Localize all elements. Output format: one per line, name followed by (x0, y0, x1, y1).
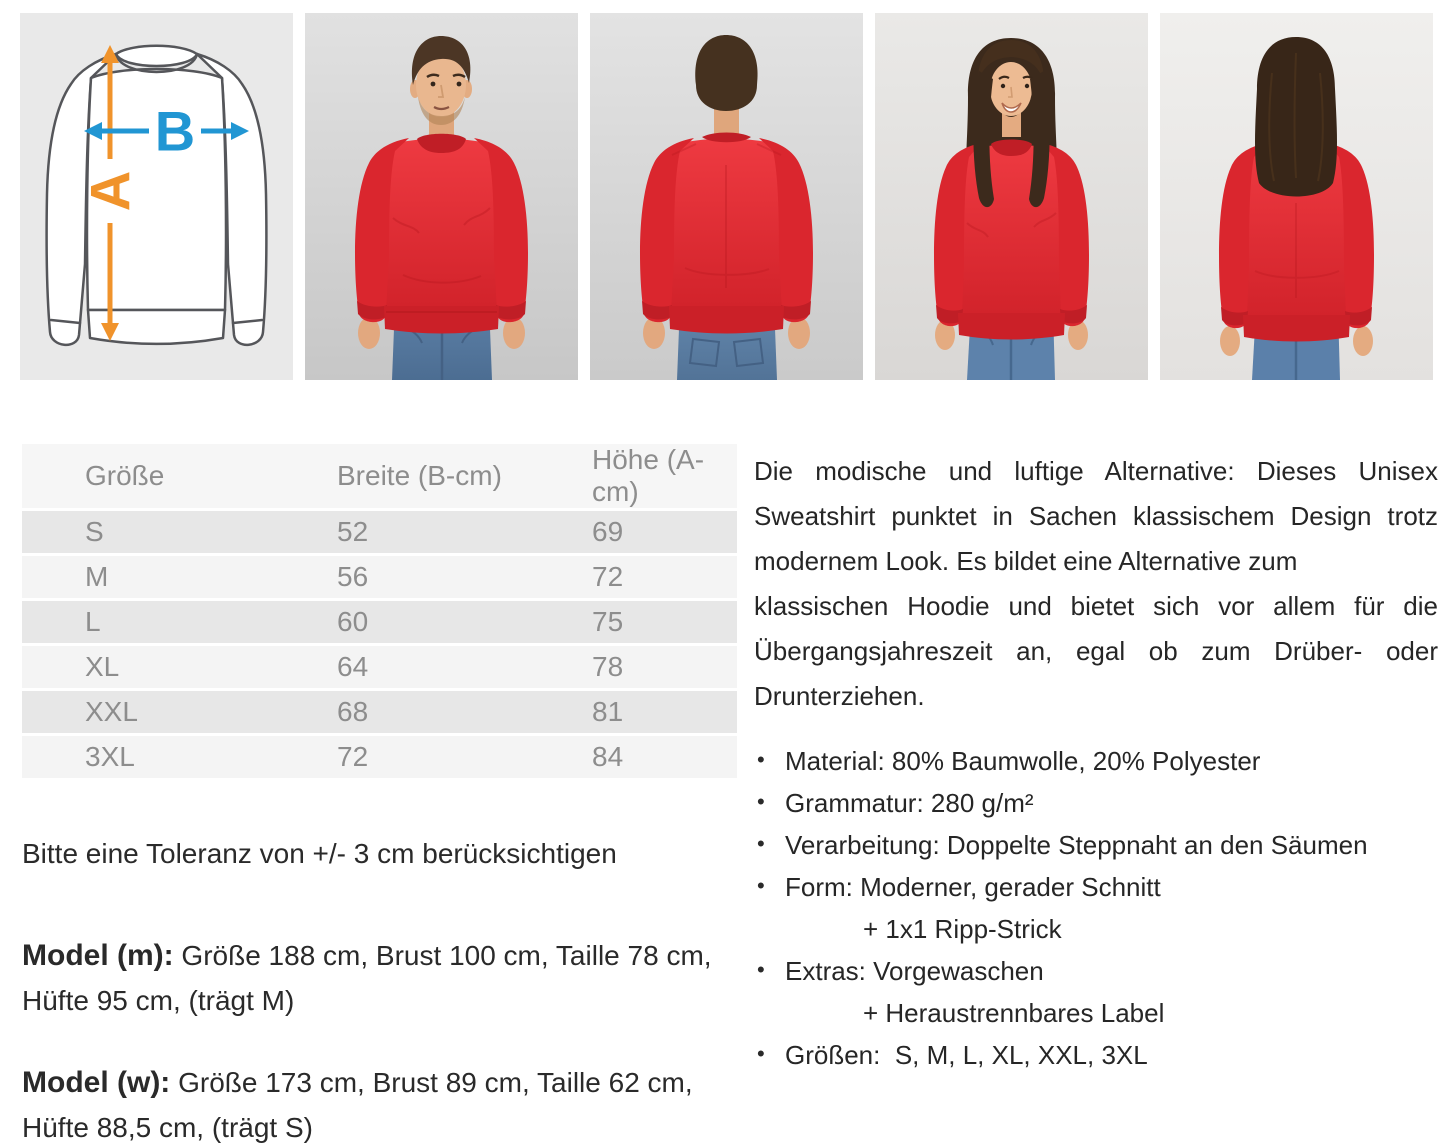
size-table-cell: 60 (337, 606, 369, 637)
size-table-cell: 56 (337, 561, 369, 592)
product-info-column (754, 449, 1438, 1076)
feature-subline: + 1x1 Ripp-Strick (863, 914, 1062, 944)
model-female-label: Model (w): (22, 1066, 171, 1099)
photo-male-model-front[interactable] (305, 13, 578, 380)
size-diagram-image[interactable] (20, 13, 293, 380)
size-table-header-row (22, 444, 737, 508)
photo-female-model-back[interactable] (1160, 13, 1433, 380)
male-front-photo-illustration (305, 13, 578, 380)
feature-item (754, 824, 1438, 866)
description-line: Übergangsjahreszeit an, egal ob zum Drüber- oder (754, 636, 1438, 666)
photo-male-model-back[interactable] (590, 13, 863, 380)
feature-item (754, 782, 1438, 824)
size-table-cell: 81 (592, 696, 624, 727)
bullet-icon: • (757, 1041, 765, 1066)
size-table-cell: M (85, 561, 109, 592)
size-table-row (22, 601, 737, 643)
size-table-cell: 78 (592, 651, 624, 682)
feature-text: Extras: Vorgewaschen (785, 956, 1044, 986)
female-back-photo-illustration (1160, 13, 1433, 380)
size-table-cell: 64 (337, 651, 369, 682)
feature-text: Form: Moderner, gerader Schnitt (785, 872, 1161, 902)
size-table-cell: 72 (592, 561, 624, 592)
size-table-cell: S (85, 516, 104, 547)
description-line: modernem Look. Es bildet eine Alternative zum (754, 546, 1298, 576)
size-table-cell: XL (85, 651, 120, 682)
size-table-cell: 72 (337, 741, 369, 772)
male-back-photo-illustration (590, 13, 863, 380)
size-table-body (22, 511, 737, 778)
feature-text: Größen: S, M, L, XL, XXL, 3XL (785, 1040, 1148, 1070)
feature-list (754, 740, 1438, 1076)
description-line: Drunterziehen. (754, 681, 925, 711)
bullet-icon: • (757, 873, 765, 898)
size-table-cell: 68 (337, 696, 369, 727)
product-description (754, 449, 1438, 719)
bullet-icon: • (757, 831, 765, 856)
product-image-gallery (20, 13, 1433, 380)
size-table (22, 441, 737, 781)
feature-text: Material: 80% Baumwolle, 20% Polyester (785, 746, 1261, 776)
photo-female-model-front[interactable] (875, 13, 1148, 380)
size-table-section (22, 441, 737, 781)
size-table-cell: 3XL (85, 741, 135, 772)
size-table-cell: 52 (337, 516, 369, 547)
size-table-row (22, 556, 737, 598)
bullet-icon: • (757, 957, 765, 982)
size-table-cell: L (85, 606, 101, 637)
feature-item (754, 950, 1438, 1034)
tolerance-note: Bitte eine Toleranz von +/- 3 cm berücksichtigen (22, 838, 617, 869)
feature-text: Verarbeitung: Doppelte Steppnaht an den Säumen (785, 830, 1368, 860)
size-table-row (22, 511, 737, 553)
bullet-icon: • (757, 789, 765, 814)
size-table-header-cell: Größe (85, 460, 165, 491)
size-table-row (22, 646, 737, 688)
bullet-icon: • (757, 747, 765, 772)
feature-text: Grammatur: 280 g/m² (785, 788, 1034, 818)
size-table-row (22, 691, 737, 733)
description-line: Die modische und luftige Alternative: Dieses Unisex (754, 456, 1438, 486)
feature-item (754, 866, 1438, 950)
model-male-label: Model (m): (22, 939, 174, 972)
size-table-cell: 69 (592, 516, 624, 547)
model-male-info (22, 933, 728, 1023)
feature-subline: + Heraustrennbares Label (863, 998, 1165, 1028)
model-female-measurements: Größe 173 cm, Brust 89 cm, Taille 62 cm, Hüfte 88,5 cm, (trägt S) (22, 1067, 693, 1143)
model-male-measurements: Größe 188 cm, Brust 100 cm, Taille 78 cm, Hüfte 95 cm, (trägt M) (22, 940, 712, 1016)
size-table-cell: 84 (592, 741, 624, 772)
diagram-label-b: B (154, 99, 196, 163)
size-table-cell: XXL (85, 696, 138, 727)
description-line: klassischen Hoodie und bietet sich vor allem für die (754, 591, 1438, 621)
size-table-row (22, 736, 737, 778)
diagram-label-a: A (78, 170, 142, 212)
female-front-photo-illustration (875, 13, 1148, 380)
feature-item (754, 1034, 1438, 1076)
size-table-header-cell: Höhe (A-cm) (592, 444, 705, 507)
sweatshirt-outline-icon (20, 13, 293, 380)
feature-item (754, 740, 1438, 782)
size-table-header-cell: Breite (B-cm) (337, 460, 502, 491)
description-line: Sweatshirt punktet in Sachen klassischem Design trotz (754, 501, 1438, 531)
size-table-cell: 75 (592, 606, 624, 637)
model-female-info (22, 1060, 728, 1145)
